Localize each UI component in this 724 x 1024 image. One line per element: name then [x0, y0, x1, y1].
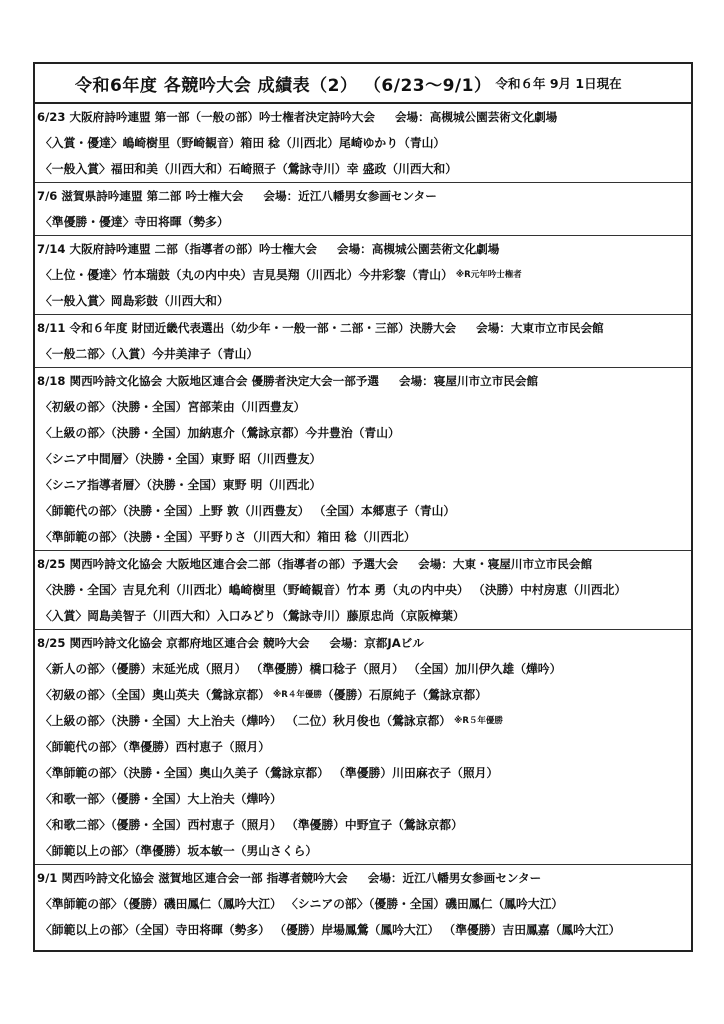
event-heading [35, 104, 691, 130]
result-row [35, 394, 691, 420]
event-venue: 会場：寝屋川市立市民会館 [398, 374, 539, 388]
page-title: 令和6年度 各競吟大会 成績表（2） （6/23〜9/1） [75, 75, 492, 96]
competition-section [35, 315, 691, 368]
competition-section [35, 183, 691, 236]
result-text: 〈上位・優達〉竹本瑞鼓（丸の内中央）吉見昊翔（川西北）今井彩黎（青山） [40, 268, 453, 282]
competition-section [35, 551, 691, 630]
competition-section [35, 630, 691, 865]
result-text: 〈一般入賞〉福田和美（川西大和）石崎照子（鶯詠寺川）幸 盛政（川西大和） [40, 162, 458, 176]
result-row [35, 472, 691, 498]
result-row [35, 682, 691, 708]
as-of-date: 令和６年 9月 1日現在 [495, 76, 622, 91]
event-venue: 会場：京都JAビル [329, 636, 424, 650]
event-heading [35, 865, 691, 891]
result-text: 〈上級の部〉（決勝・全国）大上治夫（燁吟） （二位）秋月俊也（鶯詠京都） [40, 714, 452, 728]
result-row [35, 656, 691, 682]
result-row [35, 130, 691, 156]
competition-sections [35, 104, 691, 943]
result-row [35, 156, 691, 182]
result-text: 〈一般入賞〉岡島彩鼓（川西大和） [40, 294, 229, 308]
event-heading [35, 183, 691, 209]
result-text: 〈師範代の部〉（準優勝）西村恵子（照月） [40, 740, 271, 754]
result-text: 〈和歌一部〉（優勝・全国）大上治夫（燁吟） [40, 792, 282, 806]
result-row [35, 734, 691, 760]
result-row [35, 760, 691, 786]
event-title: 8/25 関西吟詩文化協会 京都府地区連合会 競吟大会 [37, 636, 310, 650]
result-text: 〈準優勝・優達〉寺田将暉（勢多） [40, 215, 229, 229]
result-note: ※R４年優勝 [273, 690, 322, 700]
result-text: 〈入賞・優達〉嶋崎樹里（野崎観音）箱田 稔（川西北）尾崎ゆかり（青山） [40, 136, 446, 150]
event-heading [35, 236, 691, 262]
result-text: 〈入賞〉岡島美智子（川西大和）入口みどり（鶯詠寺川）藤原忠尚（京阪樟葉） [40, 609, 465, 623]
result-row [35, 209, 691, 235]
event-title: 8/18 関西吟詩文化協会 大阪地区連合会 優勝者決定大会一部予選 [37, 374, 379, 388]
result-row [35, 420, 691, 446]
result-text-continued: （優勝）石原純子（鶯詠京都） [321, 688, 488, 702]
result-text: 〈シニア指導者層〉（決勝・全国）東野 明（川西北） [40, 478, 322, 492]
event-venue: 会場：大東市立市民会館 [476, 321, 604, 335]
result-note: ※R５年優勝 [454, 716, 503, 726]
results-sheet [33, 62, 693, 952]
result-row [35, 577, 691, 603]
result-text: 〈新人の部〉（優勝）末延光成（照月） （準優勝）橋口稔子（照月） （全国）加川伊久雄（燁吟） [40, 662, 562, 676]
result-text: 〈師範以上の部〉（準優勝）坂本敏一（男山さくら） [40, 844, 318, 858]
event-heading [35, 630, 691, 656]
result-row [35, 262, 691, 288]
result-row [35, 812, 691, 838]
result-text: 〈決勝・全国〉吉見允利（川西北）嶋崎樹里（野崎観音）竹本 勇（丸の内中央） （決勝）中村房恵（川西北） [40, 583, 627, 597]
result-row [35, 498, 691, 524]
result-row [35, 917, 691, 943]
event-title: 9/1 関西吟詩文化協会 滋賀地区連合会一部 指導者競吟大会 [37, 871, 348, 885]
page-header [35, 64, 691, 104]
result-text: 〈初級の部〉（全国）奥山英夫（鶯詠京都） [40, 688, 271, 702]
competition-section [35, 368, 691, 551]
result-row [35, 786, 691, 812]
result-row [35, 524, 691, 550]
event-heading [35, 551, 691, 577]
event-heading [35, 368, 691, 394]
event-venue: 会場：高槻城公園芸術文化劇場 [336, 242, 500, 256]
result-text: 〈準師範の部〉（決勝・全国）奥山久美子（鶯詠京都） （準優勝）川田麻衣子（照月） [40, 766, 499, 780]
result-text: 〈和歌二部〉（優勝・全国）西村恵子（照月） （準優勝）中野宣子（鶯詠京都） [40, 818, 463, 832]
event-venue: 会場：高槻城公園芸術文化劇場 [394, 110, 558, 124]
result-note: ※R元年吟士権者 [455, 270, 522, 280]
competition-section [35, 865, 691, 943]
result-row [35, 603, 691, 629]
result-text: 〈師範以上の部〉（全国）寺田将暉（勢多） （優勝）岸場鳳鶯（鳳吟大江） （準優勝）吉田鳳嘉（鳳吟大江） [40, 923, 621, 937]
event-venue: 会場：近江八幡男女参画センター [367, 871, 542, 885]
result-row [35, 288, 691, 314]
event-title: 7/6 滋賀県詩吟連盟 第二部 吟士権大会 [37, 189, 244, 203]
event-title: 6/23 大阪府詩吟連盟 第一部（一般の部）吟士権者決定詩吟大会 [37, 110, 375, 124]
competition-section [35, 236, 691, 315]
result-text: 〈準師範の部〉（優勝）磯田鳳仁（鳳吟大江） 〈シニアの部〉（優勝・全国）磯田鳳仁（鳳吟大江） [40, 897, 564, 911]
result-text: 〈準師範の部〉（決勝・全国）平野りさ（川西大和）箱田 稔（川西北） [40, 530, 416, 544]
result-row [35, 446, 691, 472]
competition-section [35, 104, 691, 183]
event-heading [35, 315, 691, 341]
result-row [35, 838, 691, 864]
result-text: 〈シニア中間層〉（決勝・全国）東野 昭（川西豊友） [40, 452, 322, 466]
result-row [35, 708, 691, 734]
event-venue: 会場：近江八幡男女参画センター [263, 189, 437, 203]
event-title: 8/25 関西吟詩文化協会 大阪地区連合会二部（指導者の部）予選大会 [37, 557, 399, 571]
event-title: 8/11 令和６年度 財団近畿代表選出（幼少年・一般一部・二部・三部）決勝大会 [37, 321, 457, 335]
result-text: 〈初級の部〉（決勝・全国）宮部茉由（川西豊友） [40, 400, 306, 414]
event-venue: 会場：大東・寝屋川市立市民会館 [418, 557, 593, 571]
result-text: 〈一般二部〉（入賞）今井美津子（青山） [40, 347, 259, 361]
result-row [35, 891, 691, 917]
result-text: 〈師範代の部〉（決勝・全国）上野 敦（川西豊友） （全国）本郷恵子（青山） [40, 504, 456, 518]
result-row [35, 341, 691, 367]
event-title: 7/14 大阪府詩吟連盟 二部（指導者の部）吟士権大会 [37, 242, 317, 256]
result-text: 〈上級の部〉（決勝・全国）加納恵介（鶯詠京都）今井豊治（青山） [40, 426, 400, 440]
